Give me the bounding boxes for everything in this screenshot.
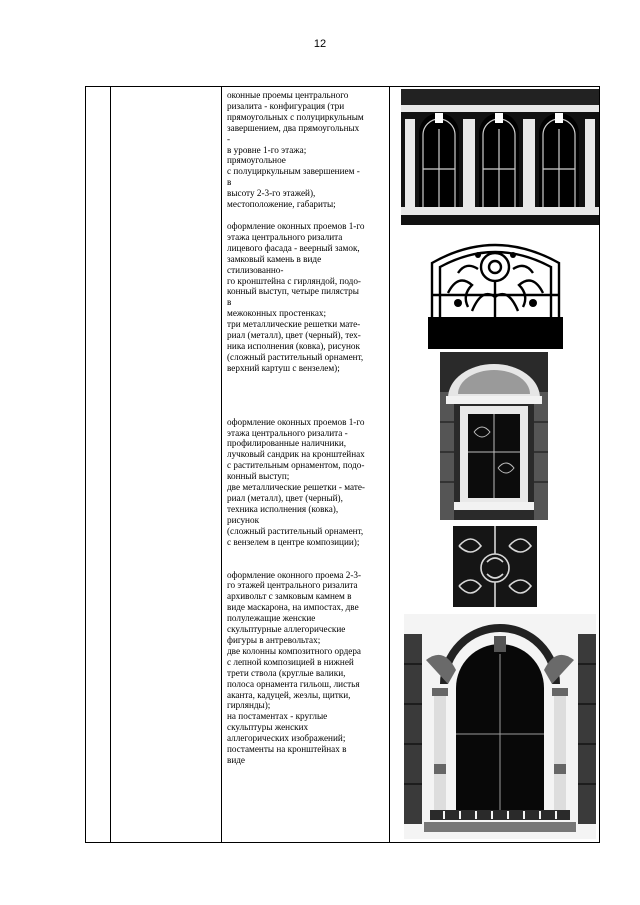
description-line: этажа центрального ризалита - <box>227 427 348 438</box>
description-line: в <box>227 177 232 188</box>
description-line: - <box>227 133 231 144</box>
description-line: с полуциркульным завершением - <box>227 166 360 177</box>
description-line: (сложный растительный орнамент, <box>227 351 364 362</box>
description-line: конный выступ, четыре пилястры <box>227 286 359 297</box>
photo-grille-detail <box>453 526 537 607</box>
photo-window-pediment <box>440 352 548 520</box>
description-upper-window-arch <box>227 570 385 766</box>
description-column <box>227 90 385 766</box>
description-line: скульптуры женских <box>227 722 309 733</box>
description-line: скульптурные аллегорические <box>227 624 346 635</box>
description-line: с вензелем в центре композиции); <box>227 536 360 547</box>
description-line: постаменты на кронштейнах в <box>227 744 347 755</box>
description-line: гирлянды); <box>227 700 271 711</box>
description-line: прямоугольное <box>227 155 286 166</box>
description-line: (сложный растительный орнамент, <box>227 525 364 536</box>
page-number: 12 <box>313 38 327 50</box>
description-line: лучковый сандрик на кронштейнах <box>227 449 365 460</box>
description-line: аканта, кадуцей, жезлы, щитки, <box>227 689 351 700</box>
description-line: го кронштейна с гирляндой, подо- <box>227 275 361 286</box>
description-line: аллегорических изображений; <box>227 733 346 744</box>
description-window-openings <box>227 90 385 210</box>
description-line: в уровне 1-го этажа; <box>227 144 307 155</box>
description-line: виде маскарона, на импостах, две <box>227 602 359 613</box>
description-line: конный выступ; <box>227 471 290 482</box>
description-line: прямоугольных с полуциркульным <box>227 111 364 122</box>
description-first-floor-window-frames <box>227 417 385 548</box>
description-line: две металлические решетки - мате- <box>227 482 365 493</box>
description-line: две колонны композитного ордера <box>227 645 362 656</box>
description-line: ника исполнения (ковка), рисунок <box>227 340 360 351</box>
description-line: замковый камень в виде <box>227 253 322 264</box>
description-line: полулежащие женские <box>227 613 316 624</box>
description-line: завершением, два прямоугольных <box>227 122 360 133</box>
column-divider <box>110 87 111 842</box>
description-line: профилированные наличники, <box>227 438 347 449</box>
column-divider <box>221 87 222 842</box>
description-line: риал (металл), цвет (черный), <box>227 493 343 503</box>
description-line: го этажей центрального ризалита <box>227 580 358 591</box>
description-line: лицевого фасада - веерный замок, <box>227 242 360 253</box>
description-line: верхний картуш с вензелем); <box>227 362 340 373</box>
photo-arched-window-columns <box>404 614 596 839</box>
description-line: рисунок <box>227 514 260 525</box>
description-line: оформление оконных проемов 1-го <box>227 416 365 427</box>
description-line: межоконных простенках; <box>227 308 327 319</box>
description-line: архивольт с замковым камнем в <box>227 591 352 602</box>
description-line: этажа центрального ризалита <box>227 231 343 242</box>
description-line: виде <box>227 754 246 765</box>
description-line: техника исполнения (ковка), <box>227 503 339 514</box>
description-line: ризалита - конфигурация (три <box>227 100 345 111</box>
description-line: местоположение, габариты; <box>227 199 336 210</box>
description-line: риал (металл), цвет (черный), тех- <box>227 330 361 341</box>
description-line: с лепной композицией в нижней <box>227 656 354 667</box>
description-line: оформление оконного проема 2-3- <box>227 569 362 580</box>
description-line: оконные проемы центрального <box>227 90 349 100</box>
monument-elements-table <box>85 86 600 843</box>
description-line: высоту 2-3-го этажей), <box>227 188 316 199</box>
photo-iron-grille <box>428 233 563 349</box>
column-divider <box>389 87 390 842</box>
description-line: оформление оконных проемов 1-го <box>227 220 365 231</box>
description-line: три металлические решетки мате- <box>227 319 361 330</box>
description-line: трети ствола (круглые валики, <box>227 667 346 678</box>
description-line: фигуры в антревольтах; <box>227 634 321 645</box>
description-line: на постаментах - круглые <box>227 711 328 722</box>
description-line: стилизованно- <box>227 264 284 275</box>
description-line: полоса орнамента гильош, листья <box>227 678 360 689</box>
description-line: в <box>227 297 232 308</box>
photo-arched-windows <box>401 89 599 225</box>
description-line: с растительным орнаментом, подо- <box>227 460 365 471</box>
description-first-floor-windows <box>227 221 385 374</box>
